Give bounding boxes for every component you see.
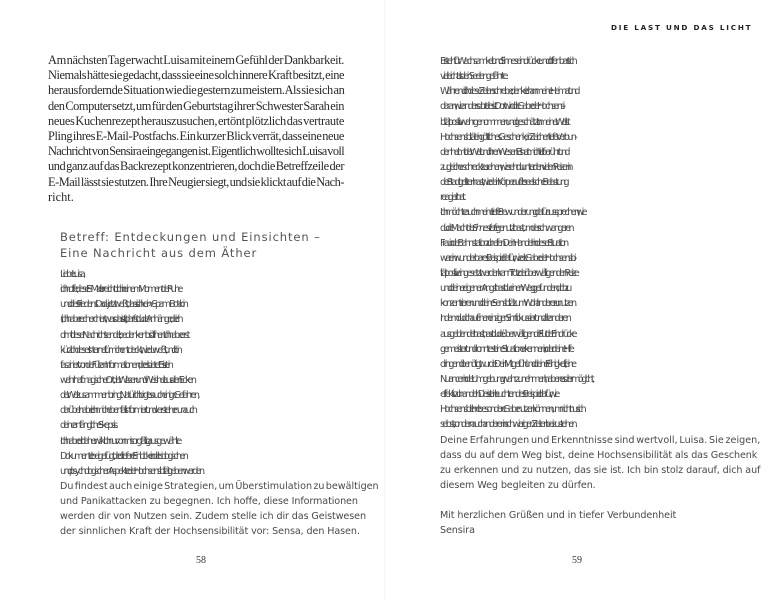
italic-term: Sinnestiefe [472, 222, 497, 234]
page-number: 58 [196, 555, 206, 566]
email-line: und Panikattacken zu begegnen. Ich hoffe, diese Informationen [60, 496, 358, 508]
closing-line: Mit herzlichen Grüßen und in tiefer Verbundenheit [440, 510, 677, 521]
email-line: fasziniert von der Fülle an Informationen, die es bietet. Es ist ein [60, 359, 172, 371]
email-line: war ein wunderbares Beispiel dafür, wie die Gabe der Hochsensibi- [440, 252, 575, 264]
email-line: werden dir von Nutzen sein. Zudem stelle ich dir das Geistwesen [60, 511, 366, 523]
email-line: Deine Erfahrungen und Erkenntnisse sind wertvoll, Luisa. Sie zeigen, [440, 434, 761, 446]
email-subject [60, 229, 321, 261]
narrative-paragraph [48, 53, 344, 205]
email-line: daran, wie anders dort alles ist. Dort wird die Gabe der Hochsensi- [440, 101, 564, 113]
left-page [0, 0, 385, 600]
text-line: den Computer setzt, um für den Geburtstag ihrer Schwester Sarah ein [48, 98, 344, 113]
email-line: Liebe Luisa, [60, 269, 84, 280]
text-line: und ganz auf das Backrezept konzentrieren, doch die Betreffzeile der [48, 159, 344, 174]
email-line: wahrhaft magischer Ort, der Wissen und Weisheit aus allen Ecken [60, 374, 195, 386]
email-body-part-1 [60, 267, 379, 540]
email-line: dass du auf dem Weg bist, deine Hochsensibilität als das Geschenk [440, 449, 758, 461]
text-line: Nachricht von Sensira eingegangen ist. Eigentlich wollte sich Luisa voll [48, 144, 344, 159]
email-line: dringend benötigt wurde. Dein Mitgefühl und deine Fähigkeit, feine [440, 358, 575, 370]
email-line: kürzlich dieses Internet für mich entdeckt, wie du weißt, und bin [60, 344, 181, 356]
closing-line: Sensira [440, 525, 475, 537]
text-line: richt. [48, 189, 74, 204]
email-line: ausgeblendet hast, hast du die überwältigende Flut der Eindrücke [440, 328, 575, 340]
email-line: lität positiv eingesetzt werden kann. Trotz der überwältigenden Reize [440, 267, 578, 279]
text-line: Am nächsten Tag erwacht Luisa mit einem Gefühl der Dankbarkeit. [48, 53, 345, 67]
email-line: Dokumente beigefügt, die dir tiefere Einblicke in die biologischen [60, 450, 187, 462]
text-segment: du die Macht der [440, 222, 473, 234]
email-body-part-2 [440, 54, 760, 493]
email-line: bilität positiv wahrgenommen und geschätzt. In meiner Welt ist [440, 116, 569, 128]
email-line: Frau in der Bahnstation zu helfen. Dein Handeln in dieser Situation [440, 237, 567, 249]
email-line: zu erkennen und zu nutzen, das sie ist. Ich bin stolz darauf, dich auf [440, 464, 761, 476]
text-line: E-Mail lässt sie stutzen. Ihre Neugier siegt, und sie klickt auf die Nach- [48, 174, 344, 189]
email-line: denheit mit der Welt und ihren Wesen. Es hat mich tief berührt und [440, 146, 568, 158]
email-line: der Stadt gelitten hast, wie dein Körper auf die seelische Belastung [440, 177, 567, 189]
text-segment: genutzt hast, um der schwangeren [496, 222, 573, 234]
email-line: Hochsensible ihre besondere Gabe nutzen können, um nicht nur sich [440, 404, 585, 416]
email-line: und psychologischen Aspekte der Hochsensibilität geben werden. [60, 465, 203, 477]
text-line: Pling ihres E-Mail-Postfachs. Ein kurzer Blick verrät, dass eine neue [48, 128, 344, 143]
email-closing [440, 508, 676, 538]
running-head: DIE LAST UND DAS LICHT [611, 23, 753, 32]
email-line: Er steht für Wachsamkeit und Sinneseindrücke und offenbart sich [440, 56, 576, 67]
email-line: dir mit dieser Nachricht sende, bedenkenlos öffnen. Ich habe erst [60, 329, 188, 341]
text-line: neues Kuchenrezept herauszusuchen, ertönt plötzlich das vertraute [48, 113, 344, 128]
email-line: gemeistert und konntest eine Situation erkennen, in der deine Hilfe [440, 343, 573, 355]
email-line: Du findest auch einige Strategien, um Überstimulation zu bewältigen [60, 480, 379, 492]
email-subject-line: Betreff: Entdeckungen und Einsichten – [60, 230, 321, 244]
email-line: konzentrieren und deine Sensibilität zum Wohl anderer zu nutzen. [440, 298, 575, 310]
email-line: Ich möchte auch meine tiefe Bewunderung dafür aussprechen, wie [440, 207, 585, 219]
text-line: Niemals hätte sie gedacht, dass sie eine solch innere Kraft besitzt, eine [48, 68, 344, 83]
email-line: Indem du dich auf einen einzigen Sinn fokussiert und alle anderen [440, 313, 570, 325]
email-line: deine anfängliche Skepsis. [60, 420, 117, 432]
email-line: und deiner eigenen Angst hast du einen Weg gefunden, dich zu [440, 283, 570, 295]
email-subject-line: Eine Nachricht aus dem Äther [60, 246, 258, 260]
email-line: selbst, sondern auch anderen in schwierigen Zeiten beizustehen. [440, 419, 576, 431]
email-line: Während ich diese Zeilen schreibe, denke ich an meine Heimat und [440, 86, 578, 98]
email-line: ich hoffe, diese E-Mail erreicht dich in einem Moment der Ruhe [60, 284, 181, 296]
email-line: (ich habe recherchiert, was das ist), darfst du die Anhänge, die ich [60, 314, 181, 326]
page-number: 59 [572, 555, 582, 566]
email-line: reagiert hat. [440, 192, 464, 204]
email-line: Nuancen in der Umgebung wahrzunehmen, haben es dir ermöglicht, [440, 373, 593, 385]
email-line: Ich habe dir daher wirklich nur von mir sorgfältig ausgewählte [60, 435, 180, 447]
email-line: diesem Weg begleiten zu dürfen. [440, 479, 596, 491]
text-line: herausfordernde Situation wie die gestern zu meistern. Als sie sich an [48, 83, 345, 98]
email-line: Hochsensibilität ein göttliches Geschenk, ein Zeichen tiefer Verbun- [440, 131, 576, 143]
email-line: vielleicht als dein Seelengefährte. [440, 71, 507, 83]
email-line: zugleich erschreckt zu sehen, wie sehr du unter den vielen Reizen in [440, 161, 571, 173]
email-line: effektiv zu handeln. Dies ist ein leuchtendes Beispiel dafür, wie [440, 389, 558, 401]
email-line: und des Friedens. Da du jetzt weißt, dass ich kein »Spam-Bot« bin [60, 299, 187, 311]
email-line: der Welt zusammenbringt. Natürlich birgt es auch einige Gefahren, [60, 390, 198, 402]
email-line [440, 221, 760, 236]
email-line: darüber habe ich mich ebenfalls informiert und verstehe nun auch [60, 405, 196, 417]
email-line: der sinnlichen Kraft der Hochsensibilität vor: Sensa, den Hasen. [60, 526, 360, 538]
